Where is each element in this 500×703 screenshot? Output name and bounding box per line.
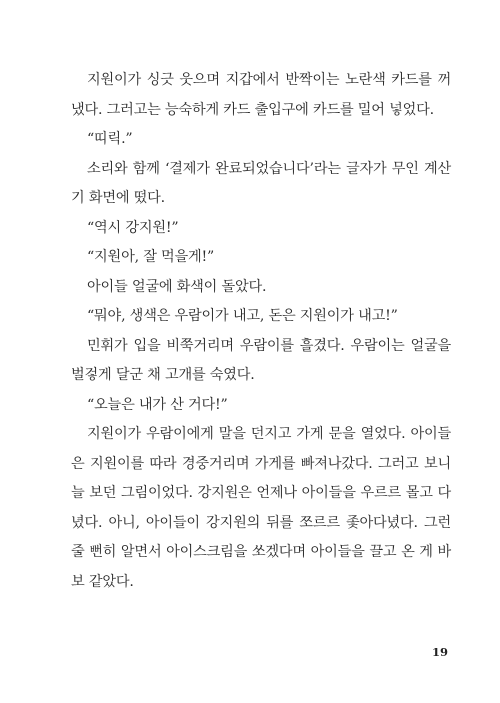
paragraph: “역시 강지원!” <box>87 219 179 236</box>
paragraph: 지원이가 싱긋 웃으며 지갑에서 반짝이는 노란색 카드를 꺼냈다. 그러고는 능숙하게 카드 출입구에 카드를 밀어 넣었다. <box>71 72 451 118</box>
paragraph: 소리와 함께 ‘결제가 완료되었습니다’라는 글자가 무인 계산기 화면에 떴다. <box>71 160 451 206</box>
paragraph: “뭐야, 생색은 우람이가 내고, 돈은 지원이가 내고!” <box>87 308 398 324</box>
paragraph: “띠릭.” <box>87 131 133 147</box>
page-number: 19 <box>431 645 448 659</box>
paragraph: 지원이가 우람이에게 말을 던지고 가게 문을 열었다. 아이들은 지원이를 따라 경중거리며 가게를 빠져나갔다. 그러고 보니 늘 보던 그림이었다. 강지원은 언제나 아이들을 우르르 몰고 다녔다. 아니, 아이들이 강지원의 뒤를 쪼르르 좇아다녔다. 그런 줄 뻔히 알면서 아이스크림을 쏘겠다며 아이들을 끌고 온 게 바보 같았다. <box>71 426 451 590</box>
paragraph: “지원아, 잘 먹을게!” <box>87 249 215 265</box>
paragraph: 민휘가 입을 비쭉거리며 우람이를 흘겼다. 우람이는 얼굴을 벌겋게 달군 채 고개를 숙였다. <box>71 337 451 383</box>
paragraph: 아이들 얼굴에 화색이 돌았다. <box>87 278 267 295</box>
body-text <box>71 66 451 597</box>
paragraph: “오늘은 내가 산 거다!” <box>87 396 228 413</box>
